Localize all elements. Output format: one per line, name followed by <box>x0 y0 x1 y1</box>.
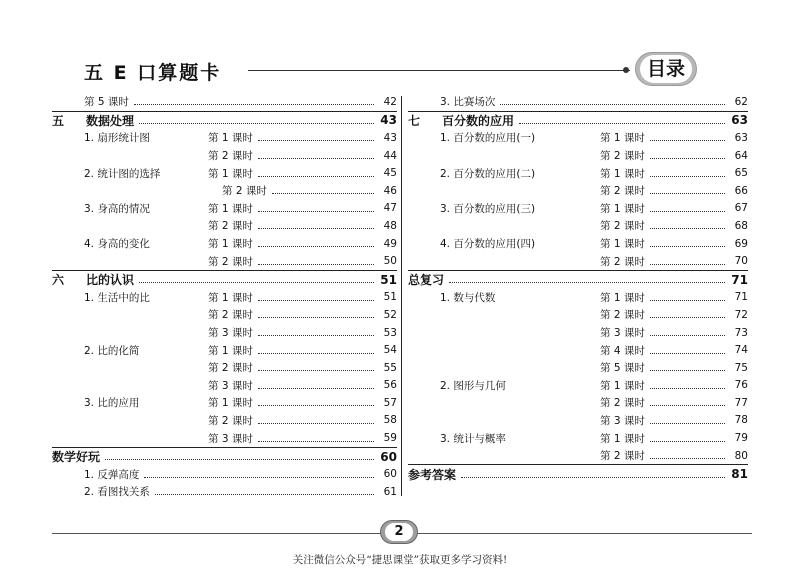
dot-leader <box>650 300 725 301</box>
column-divider <box>401 96 402 496</box>
lesson-title: 1. 数与代数 <box>440 291 496 304</box>
toc-lesson-row[interactable] <box>408 377 748 395</box>
dot-leader <box>650 370 725 371</box>
lesson-period: 第 2 课时 <box>208 255 253 268</box>
page-ref: 68 <box>734 219 748 232</box>
lesson-period: 第 1 课时 <box>208 167 253 180</box>
chapter-number: 六 <box>52 273 65 288</box>
page-ref: 50 <box>383 255 397 268</box>
lesson-period: 第 1 课时 <box>208 291 253 304</box>
lesson-title: 2. 图形与几何 <box>440 379 506 392</box>
page-ref: 55 <box>383 361 397 374</box>
lesson-period: 第 5 课时 <box>600 362 645 375</box>
lesson-period: 第 3 课时 <box>600 327 645 340</box>
chapter-title: 总复习 <box>408 273 445 288</box>
page-ref: 66 <box>734 184 748 197</box>
lesson-period: 第 2 课时 <box>600 450 645 463</box>
lesson-title: 1. 百分数的应用(一) <box>440 132 536 145</box>
lesson-period: 第 2 课时 <box>222 185 267 198</box>
toc-entry-row[interactable] <box>52 483 397 501</box>
page-ref: 56 <box>383 379 397 392</box>
dot-leader <box>650 441 725 442</box>
page-ref: 76 <box>734 379 748 392</box>
dot-leader <box>449 282 725 283</box>
toc-chapter-row[interactable] <box>52 447 397 466</box>
toc-chapter-row[interactable] <box>408 464 748 483</box>
toc-chapter-row[interactable] <box>52 111 397 130</box>
dot-leader <box>139 123 374 124</box>
toc-chapter-row[interactable] <box>408 270 748 289</box>
lesson-period: 第 2 课时 <box>208 150 253 163</box>
dot-leader <box>139 282 374 283</box>
dot-leader <box>144 477 374 478</box>
page-ref: 77 <box>734 396 748 409</box>
page-ref: 65 <box>734 167 748 180</box>
toc-period-row[interactable] <box>52 147 397 165</box>
dot-leader <box>105 459 374 460</box>
dot-leader <box>650 176 725 177</box>
book-title: 五 E 口算题卡 <box>84 62 222 84</box>
lesson-period: 第 1 课时 <box>600 202 645 215</box>
dot-leader <box>134 104 374 105</box>
lesson-period: 第 3 课时 <box>208 432 253 445</box>
entry-title: 1. 反弹高度 <box>84 468 140 481</box>
dot-leader <box>258 441 374 442</box>
toc-lesson-row[interactable] <box>52 164 397 182</box>
footer-notice: 关注微信公众号“捷思课堂”获取更多学习资料! <box>292 554 508 566</box>
dot-leader <box>650 140 725 141</box>
toc-period-row[interactable] <box>408 182 748 200</box>
lesson-title: 4. 百分数的应用(四) <box>440 238 536 251</box>
dot-leader <box>258 335 374 336</box>
lesson-period: 第 1 课时 <box>208 344 253 357</box>
toc-lesson-row[interactable] <box>52 394 397 412</box>
dot-leader <box>258 405 374 406</box>
toc-period-row[interactable] <box>408 147 748 165</box>
lesson-period: 第 2 课时 <box>600 220 645 233</box>
lesson-title: 3. 身高的情况 <box>84 202 150 215</box>
page-ref: 64 <box>734 149 748 162</box>
lesson-title: 1. 生活中的比 <box>84 291 150 304</box>
page-ref: 63 <box>731 113 748 128</box>
toc-lesson-row[interactable] <box>408 129 748 147</box>
lesson-period: 第 2 课时 <box>600 397 645 410</box>
lesson-period: 第 3 课时 <box>600 414 645 427</box>
dot-leader <box>650 423 725 424</box>
page-ref: 43 <box>383 131 397 144</box>
page-ref: 54 <box>383 344 397 357</box>
lesson-period: 第 1 课时 <box>600 167 645 180</box>
toc-lesson-row[interactable] <box>408 429 748 447</box>
toc-period-row[interactable] <box>52 412 397 430</box>
dot-leader <box>258 211 374 212</box>
lesson-title: 2. 百分数的应用(二) <box>440 167 536 180</box>
chapter-title: 数学好玩 <box>52 450 101 465</box>
lesson-period: 第 1 课时 <box>600 291 645 304</box>
page-ref: 73 <box>734 326 748 339</box>
toc-lesson-row[interactable] <box>408 200 748 218</box>
toc-period-row[interactable] <box>408 412 748 430</box>
toc-period-row[interactable] <box>408 359 748 377</box>
dot-leader <box>258 158 374 159</box>
toc-entry-row[interactable] <box>408 93 748 111</box>
entry-title: 第 5 课时 <box>84 96 129 109</box>
toc-period-row[interactable] <box>52 429 397 447</box>
dot-leader <box>650 246 725 247</box>
lesson-title: 2. 统计图的选择 <box>84 167 161 180</box>
dot-leader <box>650 317 725 318</box>
page-ref: 78 <box>734 414 748 427</box>
toc-period-row[interactable] <box>52 252 397 270</box>
toc-chapter-row[interactable] <box>408 111 748 130</box>
toc-period-row[interactable] <box>408 324 748 342</box>
dot-leader <box>500 104 725 105</box>
page-ref: 57 <box>383 396 397 409</box>
lesson-period: 第 1 课时 <box>600 132 645 145</box>
toc-chapter-row[interactable] <box>52 270 397 289</box>
dot-leader <box>650 405 725 406</box>
toc-entry-row[interactable] <box>52 93 397 111</box>
lesson-title: 3. 比的应用 <box>84 397 140 410</box>
page-ref: 45 <box>383 167 397 180</box>
lesson-period: 第 1 课时 <box>208 238 253 251</box>
lesson-period: 第 2 课时 <box>208 220 253 233</box>
chapter-number: 五 <box>52 113 65 128</box>
page-ref: 42 <box>383 95 397 108</box>
toc-period-row[interactable] <box>52 306 397 324</box>
lesson-period: 第 2 课时 <box>600 255 645 268</box>
page-ref: 70 <box>734 255 748 268</box>
dot-leader <box>650 264 725 265</box>
page-ref: 67 <box>734 202 748 215</box>
toc-right-column <box>408 93 748 483</box>
toc-period-row[interactable] <box>52 359 397 377</box>
toc-lesson-row[interactable] <box>52 341 397 359</box>
lesson-period: 第 1 课时 <box>600 379 645 392</box>
dot-leader <box>650 193 725 194</box>
lesson-period: 第 3 课时 <box>208 379 253 392</box>
dot-leader <box>650 335 725 336</box>
dot-leader <box>650 211 725 212</box>
lesson-title: 3. 统计与概率 <box>440 432 506 445</box>
dot-leader <box>258 246 374 247</box>
page-ref: 61 <box>383 485 397 498</box>
entry-title: 2. 看图找关系 <box>84 486 150 499</box>
dot-leader <box>258 264 374 265</box>
lesson-period: 第 1 课时 <box>208 202 253 215</box>
toc-period-row[interactable] <box>408 394 748 412</box>
dot-leader <box>258 228 374 229</box>
lesson-period: 第 1 课时 <box>208 132 253 145</box>
page-ref: 58 <box>383 414 397 427</box>
page-ref: 49 <box>383 237 397 250</box>
toc-lesson-row[interactable] <box>408 289 748 307</box>
lesson-period: 第 1 课时 <box>600 238 645 251</box>
toc-left-column <box>52 93 397 501</box>
dot-leader <box>519 123 725 124</box>
page-ref: 60 <box>383 468 397 481</box>
dot-leader <box>650 158 725 159</box>
toc-lesson-row[interactable] <box>52 200 397 218</box>
toc-period-row[interactable] <box>408 306 748 324</box>
dot-leader <box>258 300 374 301</box>
lesson-period: 第 2 课时 <box>600 309 645 322</box>
toc-lesson-row[interactable] <box>408 164 748 182</box>
dot-leader <box>461 477 725 478</box>
lesson-period: 第 2 课时 <box>208 414 253 427</box>
page-ref: 53 <box>383 326 397 339</box>
toc-period-row[interactable] <box>52 324 397 342</box>
lesson-title: 2. 比的化简 <box>84 344 140 357</box>
page-ref: 44 <box>383 149 397 162</box>
lesson-title: 1. 扇形统计图 <box>84 132 150 145</box>
chapter-title: 数据处理 <box>86 113 135 128</box>
lesson-period: 第 4 课时 <box>600 344 645 357</box>
dot-leader <box>258 370 374 371</box>
lesson-period: 第 2 课时 <box>600 150 645 163</box>
toc-lesson-row[interactable] <box>52 235 397 253</box>
dot-leader <box>258 423 374 424</box>
toc-period-row[interactable] <box>408 217 748 235</box>
page-ref: 75 <box>734 361 748 374</box>
page-ref: 51 <box>383 291 397 304</box>
toc-period-row[interactable] <box>52 182 397 200</box>
dot-leader <box>155 494 374 495</box>
page-ref: 69 <box>734 237 748 250</box>
toc-period-row[interactable] <box>408 341 748 359</box>
toc-badge-label: 目录 <box>646 58 685 80</box>
lesson-period: 第 2 课时 <box>600 185 645 198</box>
entry-title: 3. 比赛场次 <box>440 96 496 109</box>
page-ref: 72 <box>734 308 748 321</box>
chapter-title: 参考答案 <box>408 467 457 482</box>
page-ref: 48 <box>383 219 397 232</box>
page-ref: 71 <box>734 291 748 304</box>
toc-period-row[interactable] <box>408 447 748 465</box>
page-ref: 51 <box>380 272 397 287</box>
lesson-period: 第 3 课时 <box>208 327 253 340</box>
chapter-title: 比的认识 <box>86 273 135 288</box>
page-ref: 62 <box>734 95 748 108</box>
page-ref: 47 <box>383 202 397 215</box>
dot-leader <box>650 388 725 389</box>
toc-lesson-row[interactable] <box>52 129 397 147</box>
page-ref: 80 <box>734 449 748 462</box>
dot-leader <box>258 388 374 389</box>
lesson-period: 第 1 课时 <box>600 432 645 445</box>
lesson-title: 4. 身高的变化 <box>84 238 150 251</box>
toc-period-row[interactable] <box>408 252 748 270</box>
toc-lesson-row[interactable] <box>52 289 397 307</box>
page-ref: 81 <box>731 467 748 482</box>
page-ref: 79 <box>734 432 748 445</box>
chapter-number: 七 <box>408 113 421 128</box>
page-ref: 60 <box>380 449 397 464</box>
dot-leader <box>258 353 374 354</box>
page-ref: 59 <box>383 432 397 445</box>
dot-leader <box>272 193 374 194</box>
lesson-title: 3. 百分数的应用(三) <box>440 202 536 215</box>
toc-lesson-row[interactable] <box>408 235 748 253</box>
lesson-period: 第 1 课时 <box>208 397 253 410</box>
dot-leader <box>258 140 374 141</box>
dot-leader <box>650 458 725 459</box>
toc-period-row[interactable] <box>52 377 397 395</box>
page-header <box>0 0 800 95</box>
page-number: 2 <box>385 523 413 541</box>
dot-leader <box>258 176 374 177</box>
chapter-title: 百分数的应用 <box>442 113 515 128</box>
dot-leader <box>258 317 374 318</box>
dot-leader <box>650 228 725 229</box>
toc-period-row[interactable] <box>52 217 397 235</box>
page-ref: 46 <box>383 184 397 197</box>
header-rule <box>248 70 630 71</box>
page-ref: 43 <box>380 113 397 128</box>
page-ref: 63 <box>734 131 748 144</box>
page-ref: 52 <box>383 308 397 321</box>
header-rule-dot <box>623 67 629 73</box>
toc-entry-row[interactable] <box>52 465 397 483</box>
lesson-period: 第 2 课时 <box>208 362 253 375</box>
dot-leader <box>650 353 725 354</box>
page-ref: 71 <box>731 272 748 287</box>
lesson-period: 第 2 课时 <box>208 309 253 322</box>
page-ref: 74 <box>734 344 748 357</box>
